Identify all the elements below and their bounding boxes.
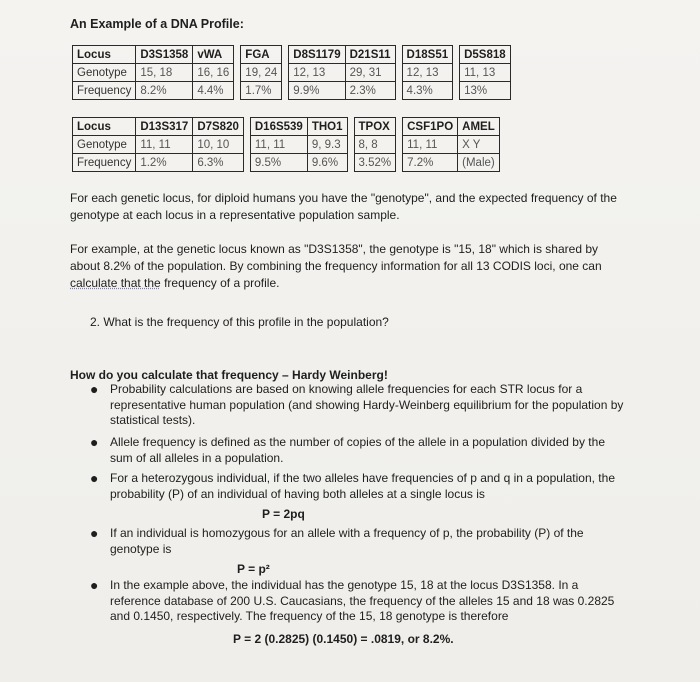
bullet-item [90,434,630,466]
dna-profile-table-1 [72,45,511,100]
locus-cell: CSF1PO [403,118,458,136]
genotype-cell: X Y [458,136,500,154]
row-label-genotype: Genotype [73,64,136,82]
bullet-text: In the example above, the individual has the genotype 15, 18 at the locus D3S1358. In a reference database of 200 U.S. Caucasians, the frequency of the alleles 15 and 18 was 0.2825 and 0.1450, respectively. The frequency of the 15, 18 genotype is therefore [110,578,615,623]
example-paragraph [70,241,630,292]
frequency-cell: 6.3% [193,154,244,172]
bullet-item [90,381,630,429]
locus-cell: D8S1179 [289,46,345,64]
equation-example: P = 2 (0.2825) (0.1450) = .0819, or 8.2%. [233,632,454,646]
bullet-text: If an individual is homozygous for an allele with a frequency of p, the probability (P) of the genotype is [110,526,584,556]
locus-cell: THO1 [307,118,347,136]
genotype-cell: 15, 18 [136,64,193,82]
genotype-cell: 12, 13 [402,64,453,82]
intro-paragraph: For each genetic locus, for diploid humans you have the "genotype", and the expected frequency of the genotype at each locus in a representative population sample. [70,191,617,222]
hardy-weinberg-heading: How do you calculate that frequency – Hardy Weinberg! [70,368,388,382]
locus-cell: D16S539 [250,118,307,136]
genotype-cell: 8, 8 [354,136,396,154]
frequency-cell: 4.4% [193,82,234,100]
genotype-row [73,64,511,82]
bullet-dot-icon: ● [90,434,99,450]
page-title: An Example of a DNA Profile: [70,17,244,31]
dna-profile-table-2 [72,117,500,172]
frequency-row [73,82,511,100]
frequency-cell: 9.5% [250,154,307,172]
frequency-cell: 2.3% [345,82,395,100]
genotype-cell: 11, 11 [403,136,458,154]
frequency-cell: 3.52% [354,154,396,172]
frequency-cell: 9.9% [289,82,345,100]
genotype-cell: 11, 11 [136,136,193,154]
question-2: 2. What is the frequency of this profile in the population? [90,315,389,329]
locus-cell: D7S820 [193,118,244,136]
frequency-cell: 1.7% [241,82,282,100]
frequency-cell: (Male) [458,154,500,172]
bullet-dot-icon: ● [90,577,99,593]
bullet-item [90,525,630,557]
locus-cell: D13S317 [136,118,193,136]
row-label-locus: Locus [73,118,136,136]
row-label-locus: Locus [73,46,136,64]
bullet-item [90,577,630,625]
locus-cell: TPOX [354,118,396,136]
genotype-cell: 29, 31 [345,64,395,82]
genotype-cell: 11, 13 [460,64,511,82]
bullet-dot-icon: ● [90,470,99,486]
frequency-cell: 1.2% [136,154,193,172]
genotype-cell: 9, 9.3 [307,136,347,154]
row-label-genotype: Genotype [73,136,136,154]
bullet-text: Allele frequency is defined as the number of copies of the allele in a population divided by the sum of all alleles in a population. [110,435,605,465]
locus-cell: D3S1358 [136,46,193,64]
bullet-dot-icon: ● [90,525,99,541]
frequency-cell: 8.2% [136,82,193,100]
example-text-end: frequency of a profile. [160,276,280,290]
locus-cell: D5S818 [460,46,511,64]
frequency-cell: 4.3% [402,82,453,100]
row-label-frequency: Frequency [73,154,136,172]
equation-homozygous: P = p² [237,562,270,576]
locus-cell: D18S51 [402,46,453,64]
genotype-cell: 19, 24 [241,64,282,82]
bullet-dot-icon: ● [90,381,99,397]
row-label-frequency: Frequency [73,82,136,100]
bullet-item [90,470,630,502]
example-text-start: For example, at the genetic locus known as "D3S1358", the genotype is "15, 18" which is shared by about 8.2% of the population. By combining the frequency information for all 13 CODIS loci, one can [70,242,602,273]
frequency-row [73,154,500,172]
calculate-link[interactable]: calculate that the [70,276,161,290]
locus-row [73,118,500,136]
bullet-text: For a heterozygous individual, if the two alleles have frequencies of p and q in a population, the probability (P) of an individual of having both alleles at a single locus is [110,471,615,501]
locus-row [73,46,511,64]
frequency-cell: 13% [460,82,511,100]
bullet-text: Probability calculations are based on knowing allele frequencies for each STR locus for a representative human population (and showing Hardy-Weinberg equilibrium for the population by statistical tests). [110,382,624,427]
genotype-cell: 12, 13 [289,64,345,82]
genotype-cell: 11, 11 [250,136,307,154]
frequency-cell: 9.6% [307,154,347,172]
locus-cell: vWA [193,46,234,64]
genotype-row [73,136,500,154]
frequency-cell: 7.2% [403,154,458,172]
locus-cell: D21S11 [345,46,395,64]
genotype-cell: 16, 16 [193,64,234,82]
genotype-cell: 10, 10 [193,136,244,154]
locus-cell: AMEL [458,118,500,136]
locus-cell: FGA [241,46,282,64]
equation-heterozygous: P = 2pq [262,507,305,521]
